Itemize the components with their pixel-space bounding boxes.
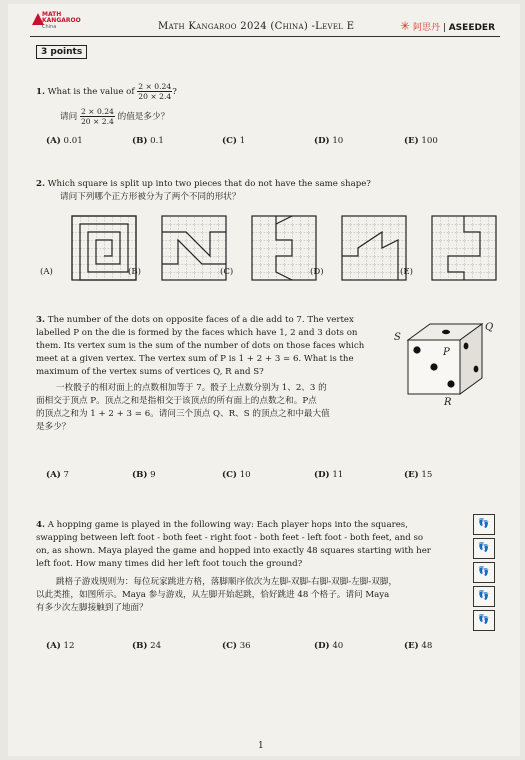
q2-option-e[interactable]: (E) [400, 267, 413, 277]
die-label-r: R [444, 397, 452, 408]
footprint-left-icon: 👣 [473, 514, 495, 535]
question-3-cn: 一枚骰子的相对面上的点数相加等于 7。骰子上点数分别为 1、2、3 的 面相交于顶点 P。顶点之和是指相交于该顶点的所有面上的点数之和。P点 的顶点之和为 1 + 2 + 3 = 6。请问三个顶点 Q、R、S 的顶点之和中最大值 是多少？ [36, 383, 330, 432]
question-4-cn: 跳格子游戏规则为：每位玩家跳进方格，落脚顺序依次为左脚-双脚-右脚-双脚-左脚-双脚， 以此类推，如图所示。Maya 参与游戏，从左脚开始起跳，恰好跳进 48 个格子。请问 Maya 有多少次左脚接触到了地面？ [36, 577, 398, 613]
die-figure [386, 316, 496, 416]
square-a [72, 216, 136, 280]
q1-text-en: What is the value of [47, 87, 135, 97]
q1-number: 1. [36, 87, 45, 97]
q2-text-cn: 请问下列哪个正方形被分为了两个不同的形状？ [60, 192, 241, 202]
q2-option-b[interactable]: (B) [128, 267, 142, 277]
q2-text-en: Which square is split up into two pieces that do not have the same shape? [47, 179, 371, 189]
exam-page [8, 4, 520, 756]
question-4: 4. A hopping game is played in the following way: Each player hops into the squares, swapping between left foot - both feet - right foot - both feet - left foot - both feet, and so on, as shown. Maya played the game and hopped into exactly 48 squares starting with her left foot. How many times did her left foot touch the ground? [36, 520, 431, 569]
q3-option-c[interactable]: (C) 10 [222, 470, 251, 480]
q2-option-c[interactable]: (C) [220, 267, 234, 277]
footprint-both-icon-2: 👣 [473, 586, 495, 607]
page-title: Math Kangaroo 2024 (China) -Level E [158, 21, 355, 32]
question-3: 3. The number of the dots on opposite faces of a die add to 7. The vertex labelled P on the die is formed by the faces which have 1, 2 and 3 dots on them. Its vertex sum is the sum of the number of dots on those faces which meet at a given vertex. The vertex sum of P is 1 + 2 + 3 = 6. What is the maximum of the vertex sums of vertices Q, R and S? [36, 315, 365, 377]
question-1: 1. What is the value of $\frac{2 \times 0.24}{20 \times 2.4}$ ? [36, 82, 177, 101]
q4-option-d[interactable]: (D) 40 [314, 641, 344, 651]
question-2: 2. Which square is split up into two pieces that do not have the same shape? [36, 179, 371, 189]
q4-option-e[interactable]: (E) 48 [404, 641, 433, 651]
kangaroo-logo-text [42, 12, 81, 30]
aseeder-brand: ✳ 阿思丹 | ASEEDER [400, 19, 496, 33]
square-d [342, 216, 406, 280]
q1-fraction: $\frac{2 \times 0.24}{20 \times 2.4}$ [138, 82, 172, 101]
q2-squares-figure [36, 208, 506, 288]
square-e [432, 216, 496, 280]
q1-option-d[interactable]: (D) 10 [314, 136, 344, 146]
die-label-q: Q [485, 322, 494, 333]
logo-line1: MATH [42, 11, 62, 18]
logo-line3: China [42, 24, 57, 30]
q1-option-e[interactable]: (E) 100 [404, 136, 438, 146]
brand-en: ASEEDER [448, 23, 496, 33]
q3-option-e[interactable]: (E) 15 [404, 470, 433, 480]
q4-option-b[interactable]: (B) 24 [132, 641, 162, 651]
square-b [162, 216, 226, 280]
q1-text-cn-a: 请问 [60, 112, 78, 122]
q3-option-b[interactable]: (B) 9 [132, 470, 156, 480]
q1-option-a[interactable]: (A) 0.01 [46, 136, 83, 146]
footprint-both-icon: 👣 [473, 538, 495, 559]
footprint-left-icon-2: 👣 [473, 610, 495, 631]
die-label-s: S [394, 332, 401, 343]
page-number: 1 [258, 741, 264, 751]
logo-line2: KANGAROO [42, 17, 81, 24]
q2-option-d[interactable]: (D) [310, 267, 324, 277]
q3-option-a[interactable]: (A) 7 [46, 470, 70, 480]
brand-cn: 阿思丹 [412, 23, 440, 33]
question-1-cn [60, 107, 169, 126]
q2-option-a[interactable]: (A) [40, 267, 53, 277]
footprint-right-icon: 👣 [473, 562, 495, 583]
q1-fraction-cn: $\frac{2 \times 0.24}{20 \times 2.4}$ [80, 107, 114, 126]
header-divider [30, 36, 500, 37]
die-label-p: P [443, 347, 450, 358]
q1-text-cn-b: 的值是多少？ [117, 112, 170, 122]
q1-option-c[interactable]: (C) 1 [222, 136, 246, 146]
q3-option-d[interactable]: (D) 11 [314, 470, 344, 480]
q4-option-c[interactable]: (C) 36 [222, 641, 251, 651]
section-points-label: 3 points [36, 45, 87, 59]
q4-option-a[interactable]: (A) 12 [46, 641, 75, 651]
aseeder-logo-icon: ✳ [400, 19, 411, 33]
q1-option-b[interactable]: (B) 0.1 [132, 136, 164, 146]
square-c [252, 216, 316, 280]
